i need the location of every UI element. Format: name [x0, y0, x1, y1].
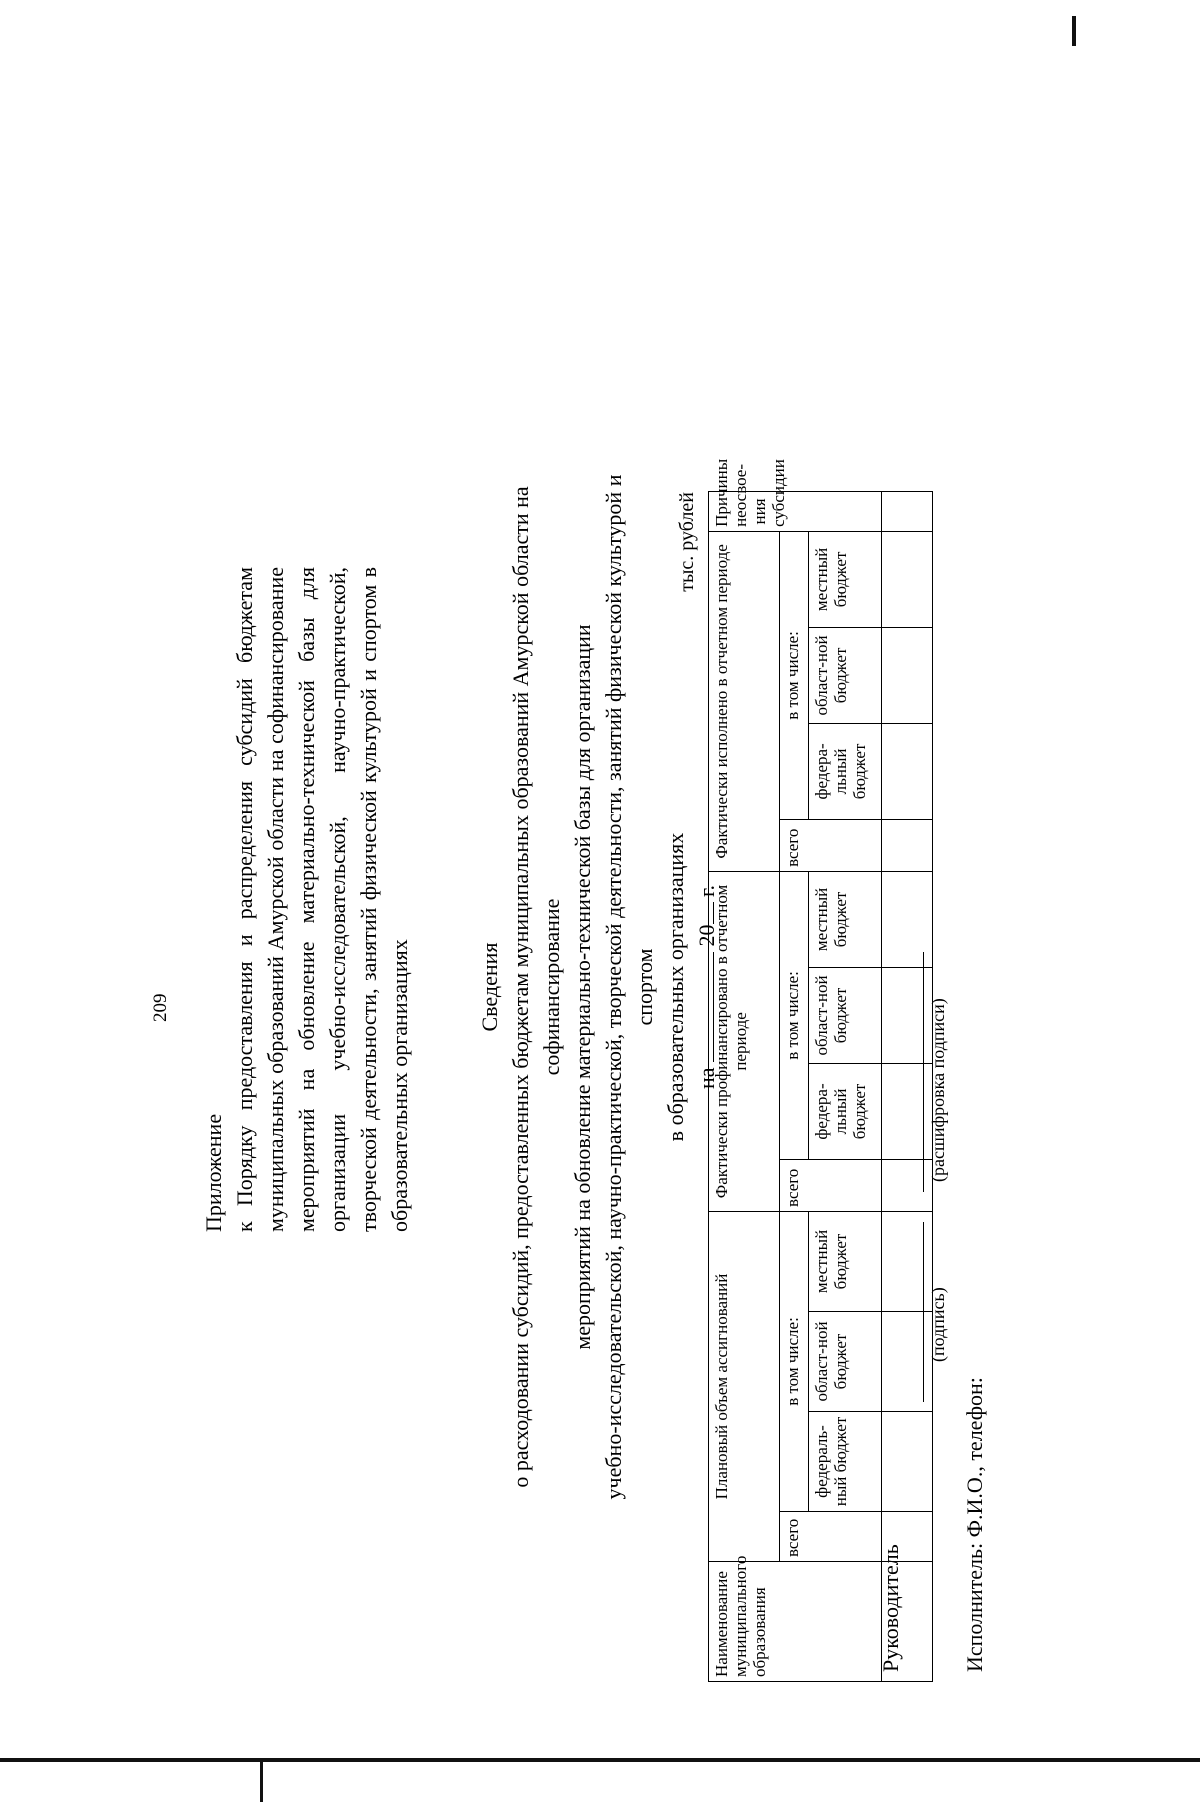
signature-decode-caption: (расшифровка подписи) [928, 998, 948, 1182]
date-year: 20 [694, 924, 719, 947]
date-prefix: на [694, 1067, 719, 1090]
signature-line[interactable] [923, 1222, 924, 1402]
planned-federal-header: федераль-ный бюджет [809, 1412, 882, 1512]
executor-line: Исполнитель: Ф.И.О., телефон: [962, 1377, 987, 1672]
planned-local-header: местный бюджет [809, 1211, 882, 1311]
date-suffix: г. [694, 884, 719, 897]
planned-regional-header: област-ной бюджет [809, 1312, 882, 1412]
report-subtitle-line-2: мероприятий на обновление материально-технической базы для организации [570, 624, 595, 1350]
appendix-text: к Порядку предоставления и распределения субсидий бюджетам муниципальных образований Амурской области на софинансирование мероприятий на обновление материально-технической базы для организации учебно-исследовательской, научно-практической, творческой деятельности, занятий физической культурой и спортом в образовательных организациях [232, 567, 412, 1232]
col-header-reasons: Причины неосвое-ния субсидии [709, 491, 882, 531]
scan-mark-top [1072, 16, 1076, 46]
financed-federal-header: федера-льный бюджет [809, 1063, 882, 1159]
financed-local-header: местный бюджет [809, 871, 882, 967]
cell-financed-local[interactable] [882, 871, 933, 967]
executed-total-header: всего [780, 819, 882, 871]
table-row [882, 491, 933, 1681]
report-subtitle-line-1: о расходовании субсидий, предоставленных бюджетам муниципальных образований Амурской области на софинансирование [508, 486, 564, 1488]
cell-planned-local[interactable] [882, 1211, 933, 1311]
signature-role: Руководитель [878, 1544, 903, 1672]
executed-local-header: местный бюджет [809, 531, 882, 627]
units-label: тыс. рублей [676, 492, 698, 592]
cell-planned-federal[interactable] [882, 1412, 933, 1512]
cell-executed-total[interactable] [882, 819, 933, 871]
group-header-executed: Фактически исполнено в отчетном периоде [709, 531, 780, 871]
financed-total-header: всего [780, 1159, 882, 1211]
cell-financed-regional[interactable] [882, 967, 933, 1063]
cell-executed-federal[interactable] [882, 723, 933, 819]
financed-regional-header: област-ной бюджет [809, 967, 882, 1063]
group-header-planned: Плановый объем ассигнований [709, 1211, 780, 1561]
executed-federal-header: федера-льный бюджет [809, 723, 882, 819]
executed-regional-header: област-ной бюджет [809, 627, 882, 723]
page-number: 209 [150, 993, 171, 1022]
cell-financed-federal[interactable] [882, 1063, 933, 1159]
executed-including-header: в том числе: [780, 531, 809, 819]
report-title: Сведения [477, 942, 502, 1032]
cell-financed-total[interactable] [882, 1159, 933, 1211]
signature-caption: (подпись) [928, 1287, 948, 1362]
financed-including-header: в том числе: [780, 871, 809, 1159]
report-subtitle-line-3: учебно-исследовательской, научно-практической, творческой деятельности, занятий физической культурой и спортом [601, 474, 657, 1500]
report-table [708, 458, 933, 1682]
cell-planned-regional[interactable] [882, 1312, 933, 1412]
signature-decode-line[interactable] [923, 952, 924, 1192]
col-header-municipality: Наименование муниципального образования [709, 1562, 882, 1682]
group-header-financed: Фактически профинансировано в отчетном периоде [709, 871, 780, 1211]
cell-executed-regional[interactable] [882, 627, 933, 723]
rotated-page [0, 242, 1020, 1802]
cell-reasons[interactable] [882, 491, 933, 531]
cell-executed-local[interactable] [882, 531, 933, 627]
appendix-title: Приложение [201, 1113, 226, 1232]
planned-total-header: всего [780, 1512, 882, 1562]
appendix-block [198, 567, 415, 1232]
report-subtitle-line-4: в образовательных организациях [663, 832, 688, 1142]
planned-including-header: в том числе: [780, 1211, 809, 1511]
